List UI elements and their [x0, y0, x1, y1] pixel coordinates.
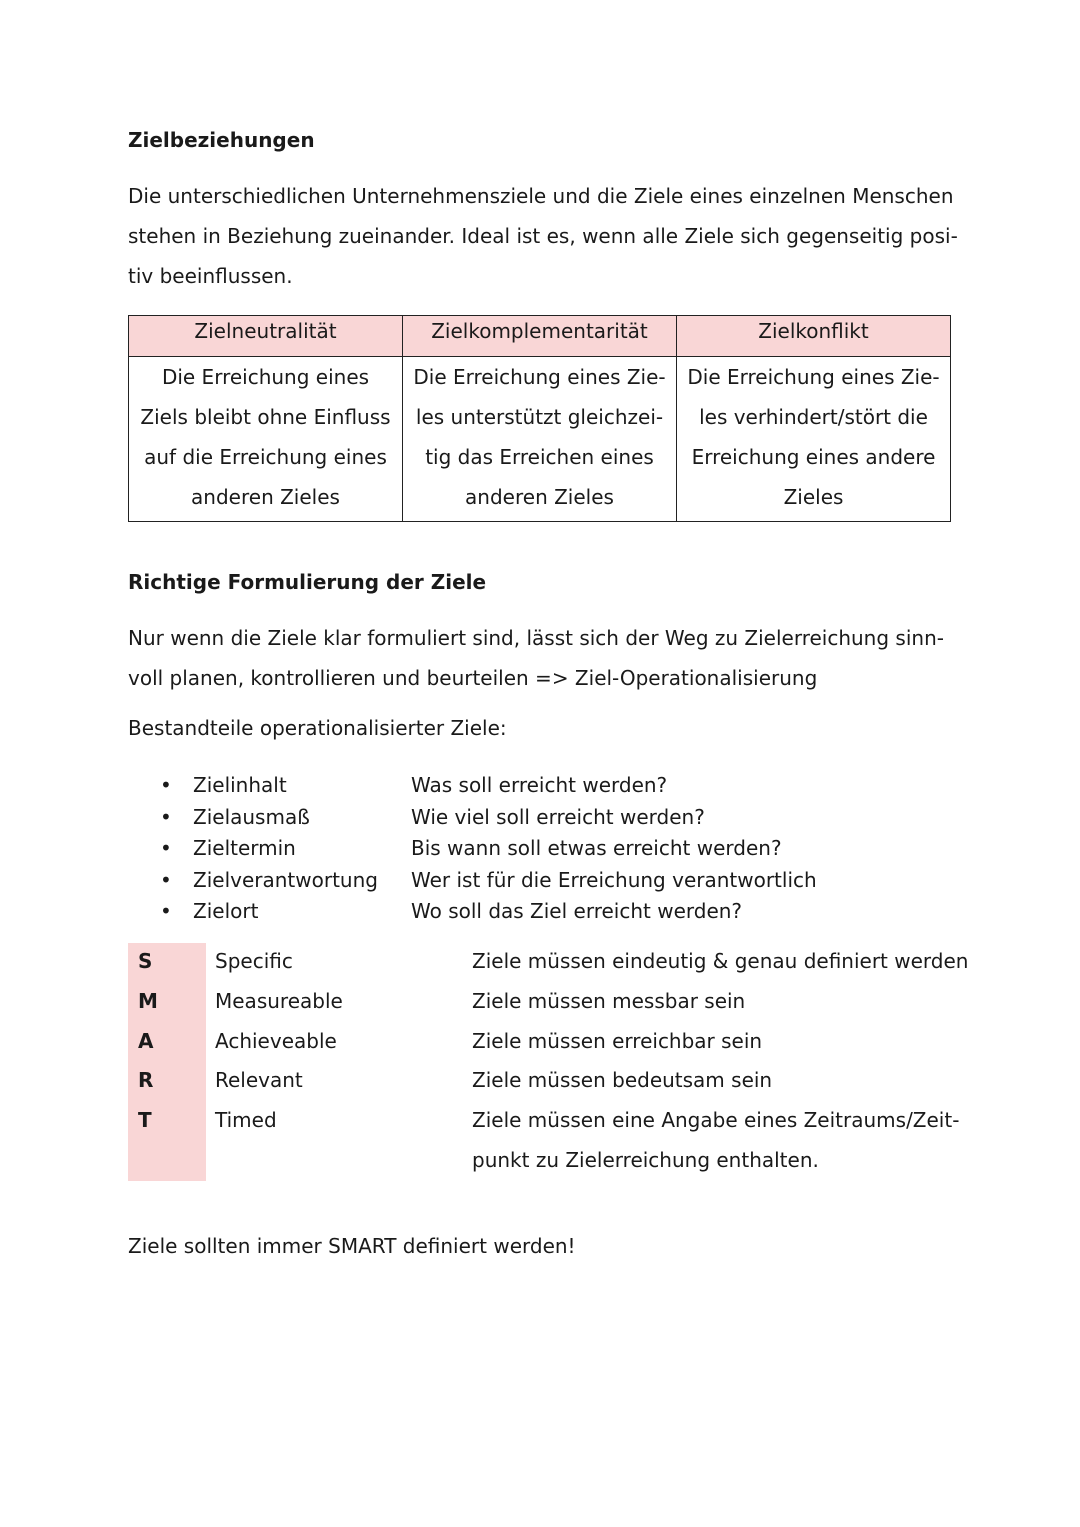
component-name: Zielinhalt: [193, 773, 287, 797]
paragraph-line: voll planen, kontrollieren und beurteilen => Ziel-Operationalisierung: [128, 666, 818, 690]
smart-description: Ziele müssen eindeutig & genau definiert werden: [472, 949, 969, 973]
smart-highlight-bar: [128, 943, 206, 1181]
cell-line: les unterstützt gleichzei-: [415, 405, 664, 429]
component-question: Wo soll das Ziel erreicht werden?: [411, 899, 743, 923]
cell-line: anderen Zieles: [465, 485, 614, 509]
smart-word: Relevant: [215, 1068, 303, 1092]
cell-zielkomplementaritaet: [403, 357, 677, 522]
smart-word: Achieveable: [215, 1029, 337, 1053]
table-header-row: [129, 316, 951, 357]
cell-line: Die Erreichung eines: [161, 365, 370, 389]
header-zielneutralitaet: Zielneutralität: [129, 316, 403, 357]
table-row: [129, 357, 951, 522]
goal-relations-table: [128, 315, 951, 522]
component-name: Zieltermin: [193, 836, 296, 860]
smart-letter: A: [138, 1029, 154, 1053]
smart-letter: S: [138, 949, 153, 973]
smart-description: Ziele müssen erreichbar sein: [472, 1029, 763, 1053]
cell-line: Erreichung eines andere: [691, 445, 936, 469]
cell-line: Zieles: [783, 485, 844, 509]
component-name: Zielausmaß: [193, 804, 310, 829]
cell-line: anderen Zieles: [191, 485, 340, 509]
intro-line: stehen in Beziehung zueinander. Ideal ist es, wenn alle Ziele sich gegenseitig posi-: [128, 224, 958, 248]
components-subheading: Bestandteile operationalisierter Ziele:: [128, 716, 507, 740]
smart-conclusion: Ziele sollten immer SMART definiert werden!: [128, 1234, 576, 1258]
smart-word: Measureable: [215, 989, 343, 1013]
smart-letter: T: [138, 1108, 152, 1132]
smart-description: Ziele müssen eine Angabe eines Zeitraums/Zeit- punkt zu Zielerreichung enthalten.: [472, 1108, 960, 1172]
bullet-icon: •: [160, 836, 172, 860]
smart-letter: M: [138, 989, 158, 1013]
smart-description: Ziele müssen messbar sein: [472, 989, 746, 1013]
bullet-icon: •: [160, 899, 172, 923]
cell-line: Ziels bleibt ohne Einfluss: [140, 405, 391, 429]
section-title-formulierung: Richtige Formulierung der Ziele: [128, 570, 487, 594]
component-question: Bis wann soll etwas erreicht werden?: [411, 836, 782, 860]
formulation-paragraph: [128, 618, 958, 698]
cell-line: les verhindert/stört die: [699, 405, 928, 429]
section-title-zielbeziehungen: Zielbeziehungen: [128, 128, 315, 152]
paragraph-line: Nur wenn die Ziele klar formuliert sind, lässt sich der Weg zu Zielerreichung sinn-: [128, 626, 944, 650]
intro-paragraph: [128, 176, 958, 296]
bullet-icon: •: [160, 773, 172, 797]
component-question: Was soll erreicht werden?: [411, 773, 668, 797]
cell-line: tig das Erreichen eines: [425, 445, 654, 469]
smart-letter: R: [138, 1068, 154, 1092]
cell-line: Die Erreichung eines Zie-: [413, 365, 666, 389]
bullet-icon: •: [160, 867, 172, 892]
cell-line: auf die Erreichung eines: [144, 445, 387, 469]
component-question: Wie viel soll erreicht werden?: [411, 804, 705, 829]
component-name: Zielverantwortung: [193, 867, 378, 892]
smart-word: Specific: [215, 949, 293, 973]
intro-line: Die unterschiedlichen Unternehmensziele und die Ziele eines einzelnen Menschen: [128, 184, 954, 208]
smart-word: Timed: [215, 1108, 277, 1132]
header-zielkonflikt: Zielkonflikt: [677, 316, 951, 357]
cell-zielkonflikt: [677, 357, 951, 522]
smart-description: Ziele müssen bedeutsam sein: [472, 1068, 773, 1092]
component-question: Wer ist für die Erreichung verantwortlich: [411, 867, 817, 892]
header-zielkomplementaritaet: Zielkomplementarität: [403, 316, 677, 357]
cell-zielneutralitaet: [129, 357, 403, 522]
cell-line: Die Erreichung eines Zie-: [687, 365, 940, 389]
intro-line: tiv beeinflussen.: [128, 264, 293, 288]
component-name: Zielort: [193, 899, 259, 923]
bullet-icon: •: [160, 804, 172, 829]
